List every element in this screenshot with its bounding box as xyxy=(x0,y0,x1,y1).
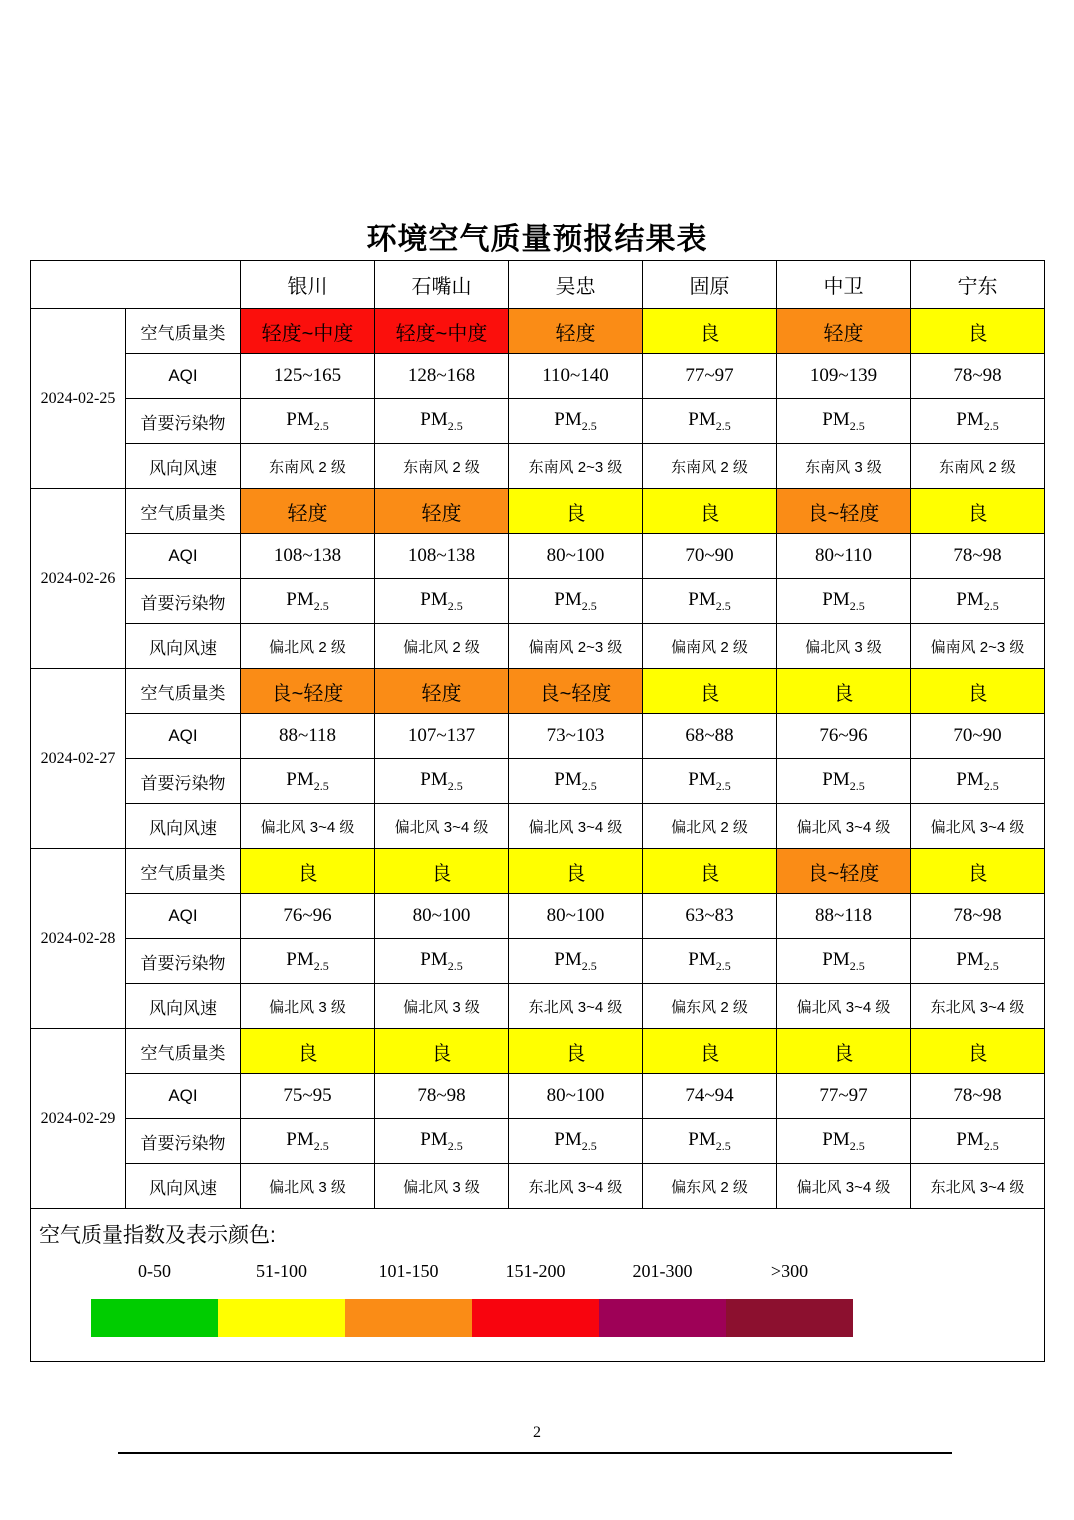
aqi-cell: 70~90 xyxy=(911,714,1045,759)
city-header-3: 固原 xyxy=(643,261,777,309)
wind-cell: 东南风 2~3 级 xyxy=(509,444,643,489)
day-3-pm-row xyxy=(31,939,1045,984)
day-3-quality-row xyxy=(31,849,1045,894)
page-title: 环境空气质量预报结果表 xyxy=(366,223,708,256)
quality-cell: 良 xyxy=(643,309,777,354)
forecast-table-wrap xyxy=(30,260,1045,1362)
date-cell: 2024-02-29 xyxy=(31,1029,126,1209)
aqi-cell: 128~168 xyxy=(375,354,509,399)
quality-cell: 良 xyxy=(509,849,643,894)
row-label: AQI xyxy=(126,894,241,939)
day-2-pm-row xyxy=(31,759,1045,804)
day-1-pm-row xyxy=(31,579,1045,624)
aqi-cell: 70~90 xyxy=(643,534,777,579)
wind-cell: 偏北风 3 级 xyxy=(375,984,509,1029)
legend-color-bar xyxy=(91,1299,853,1337)
date-cell: 2024-02-26 xyxy=(31,489,126,669)
wind-cell: 东南风 2 级 xyxy=(643,444,777,489)
aqi-cell: 80~100 xyxy=(509,534,643,579)
wind-cell: 东南风 2 级 xyxy=(241,444,375,489)
aqi-cell: 110~140 xyxy=(509,354,643,399)
quality-cell: 良 xyxy=(241,849,375,894)
quality-cell: 良 xyxy=(643,489,777,534)
quality-cell: 良 xyxy=(777,1029,911,1074)
day-0-pm-row xyxy=(31,399,1045,444)
wind-cell: 偏北风 3~4 级 xyxy=(777,804,911,849)
wind-cell: 偏东风 2 级 xyxy=(643,984,777,1029)
pm-cell: $PM_{2.5}$ xyxy=(911,759,1045,804)
quality-cell: 良~轻度 xyxy=(777,489,911,534)
aqi-forecast-table xyxy=(30,260,1045,1362)
pm-cell: $PM_{2.5}$ xyxy=(911,399,1045,444)
row-label: 空气质量类 xyxy=(126,309,241,354)
pm-cell: $PM_{2.5}$ xyxy=(375,759,509,804)
legend xyxy=(31,1209,1044,1361)
row-label: 风向风速 xyxy=(126,984,241,1029)
quality-cell: 良 xyxy=(911,849,1045,894)
day-4-wind-row xyxy=(31,1164,1045,1209)
pm-cell: $PM_{2.5}$ xyxy=(911,939,1045,984)
pm-cell: $PM_{2.5}$ xyxy=(509,399,643,444)
row-label: 风向风速 xyxy=(126,444,241,489)
wind-cell: 偏北风 3 级 xyxy=(241,984,375,1029)
row-label: 风向风速 xyxy=(126,624,241,669)
aqi-cell: 107~137 xyxy=(375,714,509,759)
quality-cell: 良 xyxy=(375,1029,509,1074)
pm-cell: $PM_{2.5}$ xyxy=(509,759,643,804)
wind-cell: 偏北风 3~4 级 xyxy=(911,804,1045,849)
wind-cell: 偏东风 2 级 xyxy=(643,1164,777,1209)
aqi-cell: 78~98 xyxy=(911,894,1045,939)
quality-cell: 轻度 xyxy=(375,489,509,534)
city-header-4: 中卫 xyxy=(777,261,911,309)
row-label: 首要污染物 xyxy=(126,759,241,804)
aqi-cell: 73~103 xyxy=(509,714,643,759)
quality-cell: 良 xyxy=(643,849,777,894)
legend-range-label-3: 151-200 xyxy=(505,1261,566,1281)
quality-cell: 轻度 xyxy=(375,669,509,714)
aqi-cell: 74~94 xyxy=(643,1074,777,1119)
legend-range-label-1: 51-100 xyxy=(256,1261,307,1281)
legend-cell xyxy=(31,1209,1045,1362)
aqi-cell: 80~100 xyxy=(509,894,643,939)
pm-cell: $PM_{2.5}$ xyxy=(777,939,911,984)
quality-cell: 良 xyxy=(509,1029,643,1074)
row-label: 空气质量类 xyxy=(126,849,241,894)
date-cell: 2024-02-25 xyxy=(31,309,126,489)
day-3-wind-row xyxy=(31,984,1045,1029)
page-number: 2 xyxy=(533,1424,541,1441)
legend-color-block-0 xyxy=(91,1299,218,1337)
header-row xyxy=(31,261,1045,309)
quality-cell: 良 xyxy=(241,1029,375,1074)
legend-range-label-0: 0-50 xyxy=(138,1261,171,1281)
pm-cell: $PM_{2.5}$ xyxy=(375,939,509,984)
pm-cell: $PM_{2.5}$ xyxy=(241,1119,375,1164)
aqi-cell: 76~96 xyxy=(241,894,375,939)
wind-cell: 东南风 3 级 xyxy=(777,444,911,489)
pm-cell: $PM_{2.5}$ xyxy=(643,939,777,984)
quality-cell: 良 xyxy=(911,669,1045,714)
day-4-quality-row xyxy=(31,1029,1045,1074)
day-0-quality-row xyxy=(31,309,1045,354)
quality-cell: 良 xyxy=(375,849,509,894)
day-0-wind-row xyxy=(31,444,1045,489)
wind-cell: 偏南风 2~3 级 xyxy=(911,624,1045,669)
quality-cell: 良~轻度 xyxy=(509,669,643,714)
legend-color-block-4 xyxy=(599,1299,726,1337)
wind-cell: 偏北风 3~4 级 xyxy=(777,984,911,1029)
wind-cell: 东南风 2 级 xyxy=(911,444,1045,489)
day-2-quality-row xyxy=(31,669,1045,714)
quality-cell: 良 xyxy=(911,489,1045,534)
wind-cell: 偏南风 2~3 级 xyxy=(509,624,643,669)
row-label: 首要污染物 xyxy=(126,939,241,984)
quality-cell: 良~轻度 xyxy=(777,849,911,894)
quality-cell: 良 xyxy=(911,309,1045,354)
pm-cell: $PM_{2.5}$ xyxy=(911,579,1045,624)
day-2-wind-row xyxy=(31,804,1045,849)
aqi-cell: 88~118 xyxy=(777,894,911,939)
pm-cell: $PM_{2.5}$ xyxy=(375,399,509,444)
row-label: AQI xyxy=(126,714,241,759)
wind-cell: 东北风 3~4 级 xyxy=(509,1164,643,1209)
aqi-cell: 108~138 xyxy=(241,534,375,579)
wind-cell: 东北风 3~4 级 xyxy=(911,1164,1045,1209)
wind-cell: 偏南风 2 级 xyxy=(643,624,777,669)
pm-cell: $PM_{2.5}$ xyxy=(241,579,375,624)
legend-range-label-5: >300 xyxy=(770,1261,809,1281)
legend-labels xyxy=(91,1261,853,1282)
quality-cell: 轻度~中度 xyxy=(241,309,375,354)
row-label: 首要污染物 xyxy=(126,399,241,444)
day-3-aqi-row xyxy=(31,894,1045,939)
city-header-1: 石嘴山 xyxy=(375,261,509,309)
wind-cell: 偏北风 3~4 级 xyxy=(777,1164,911,1209)
row-label: 空气质量类 xyxy=(126,1029,241,1074)
legend-range-label-2: 101-150 xyxy=(378,1261,439,1281)
wind-cell: 偏北风 3 级 xyxy=(375,1164,509,1209)
aqi-cell: 78~98 xyxy=(911,1074,1045,1119)
legend-title: 空气质量指数及表示颜色: xyxy=(39,1224,276,1247)
row-label: 空气质量类 xyxy=(126,669,241,714)
aqi-cell: 109~139 xyxy=(777,354,911,399)
pm-cell: $PM_{2.5}$ xyxy=(375,1119,509,1164)
row-label: AQI xyxy=(126,1074,241,1119)
date-cell: 2024-02-28 xyxy=(31,849,126,1029)
wind-cell: 东北风 3~4 级 xyxy=(509,984,643,1029)
footer-rule xyxy=(118,1452,952,1454)
wind-cell: 偏北风 2 级 xyxy=(643,804,777,849)
quality-cell: 良 xyxy=(643,1029,777,1074)
pm-cell: $PM_{2.5}$ xyxy=(777,759,911,804)
legend-row xyxy=(31,1209,1045,1362)
quality-cell: 轻度 xyxy=(509,309,643,354)
pm-cell: $PM_{2.5}$ xyxy=(509,939,643,984)
day-1-quality-row xyxy=(31,489,1045,534)
quality-cell: 良 xyxy=(509,489,643,534)
city-header-2: 吴忠 xyxy=(509,261,643,309)
aqi-cell: 77~97 xyxy=(777,1074,911,1119)
aqi-cell: 80~100 xyxy=(375,894,509,939)
aqi-cell: 108~138 xyxy=(375,534,509,579)
wind-cell: 东北风 3~4 级 xyxy=(911,984,1045,1029)
row-label: 风向风速 xyxy=(126,804,241,849)
aqi-cell: 77~97 xyxy=(643,354,777,399)
pm-cell: $PM_{2.5}$ xyxy=(777,579,911,624)
pm-cell: $PM_{2.5}$ xyxy=(777,1119,911,1164)
pm-cell: $PM_{2.5}$ xyxy=(241,399,375,444)
legend-color-block-2 xyxy=(345,1299,472,1337)
row-label: 风向风速 xyxy=(126,1164,241,1209)
pm-cell: $PM_{2.5}$ xyxy=(643,759,777,804)
wind-cell: 偏北风 3~4 级 xyxy=(375,804,509,849)
quality-cell: 轻度 xyxy=(777,309,911,354)
pm-cell: $PM_{2.5}$ xyxy=(643,579,777,624)
pm-cell: $PM_{2.5}$ xyxy=(509,1119,643,1164)
quality-cell: 良~轻度 xyxy=(241,669,375,714)
aqi-cell: 88~118 xyxy=(241,714,375,759)
row-label: AQI xyxy=(126,354,241,399)
wind-cell: 偏北风 3 级 xyxy=(777,624,911,669)
aqi-cell: 75~95 xyxy=(241,1074,375,1119)
quality-cell: 轻度~中度 xyxy=(375,309,509,354)
day-1-aqi-row xyxy=(31,534,1045,579)
legend-range-label-4: 201-300 xyxy=(632,1261,693,1281)
pm-cell: $PM_{2.5}$ xyxy=(643,1119,777,1164)
quality-cell: 良 xyxy=(643,669,777,714)
wind-cell: 东南风 2 级 xyxy=(375,444,509,489)
row-label: 首要污染物 xyxy=(126,579,241,624)
pm-cell: $PM_{2.5}$ xyxy=(241,939,375,984)
aqi-cell: 80~100 xyxy=(509,1074,643,1119)
aqi-cell: 125~165 xyxy=(241,354,375,399)
quality-cell: 良 xyxy=(777,669,911,714)
aqi-cell: 68~88 xyxy=(643,714,777,759)
forecast-body xyxy=(31,261,1045,1362)
corner-cell xyxy=(31,261,241,309)
pm-cell: $PM_{2.5}$ xyxy=(509,579,643,624)
aqi-cell: 78~98 xyxy=(911,534,1045,579)
legend-color-block-3 xyxy=(472,1299,599,1337)
aqi-cell: 78~98 xyxy=(375,1074,509,1119)
day-4-pm-row xyxy=(31,1119,1045,1164)
row-label: AQI xyxy=(126,534,241,579)
day-4-aqi-row xyxy=(31,1074,1045,1119)
quality-cell: 良 xyxy=(911,1029,1045,1074)
legend-color-block-5 xyxy=(726,1299,853,1337)
row-label: 首要污染物 xyxy=(126,1119,241,1164)
date-cell: 2024-02-27 xyxy=(31,669,126,849)
row-label: 空气质量类 xyxy=(126,489,241,534)
wind-cell: 偏北风 3 级 xyxy=(241,1164,375,1209)
day-1-wind-row xyxy=(31,624,1045,669)
wind-cell: 偏北风 3~4 级 xyxy=(241,804,375,849)
city-header-0: 银川 xyxy=(241,261,375,309)
aqi-cell: 80~110 xyxy=(777,534,911,579)
day-0-aqi-row xyxy=(31,354,1045,399)
pm-cell: $PM_{2.5}$ xyxy=(777,399,911,444)
pm-cell: $PM_{2.5}$ xyxy=(375,579,509,624)
aqi-cell: 78~98 xyxy=(911,354,1045,399)
pm-cell: $PM_{2.5}$ xyxy=(911,1119,1045,1164)
wind-cell: 偏北风 3~4 级 xyxy=(509,804,643,849)
city-header-5: 宁东 xyxy=(911,261,1045,309)
aqi-cell: 76~96 xyxy=(777,714,911,759)
pm-cell: $PM_{2.5}$ xyxy=(643,399,777,444)
day-2-aqi-row xyxy=(31,714,1045,759)
legend-color-block-1 xyxy=(218,1299,345,1337)
pm-cell: $PM_{2.5}$ xyxy=(241,759,375,804)
wind-cell: 偏北风 2 级 xyxy=(375,624,509,669)
aqi-cell: 63~83 xyxy=(643,894,777,939)
quality-cell: 轻度 xyxy=(241,489,375,534)
wind-cell: 偏北风 2 级 xyxy=(241,624,375,669)
